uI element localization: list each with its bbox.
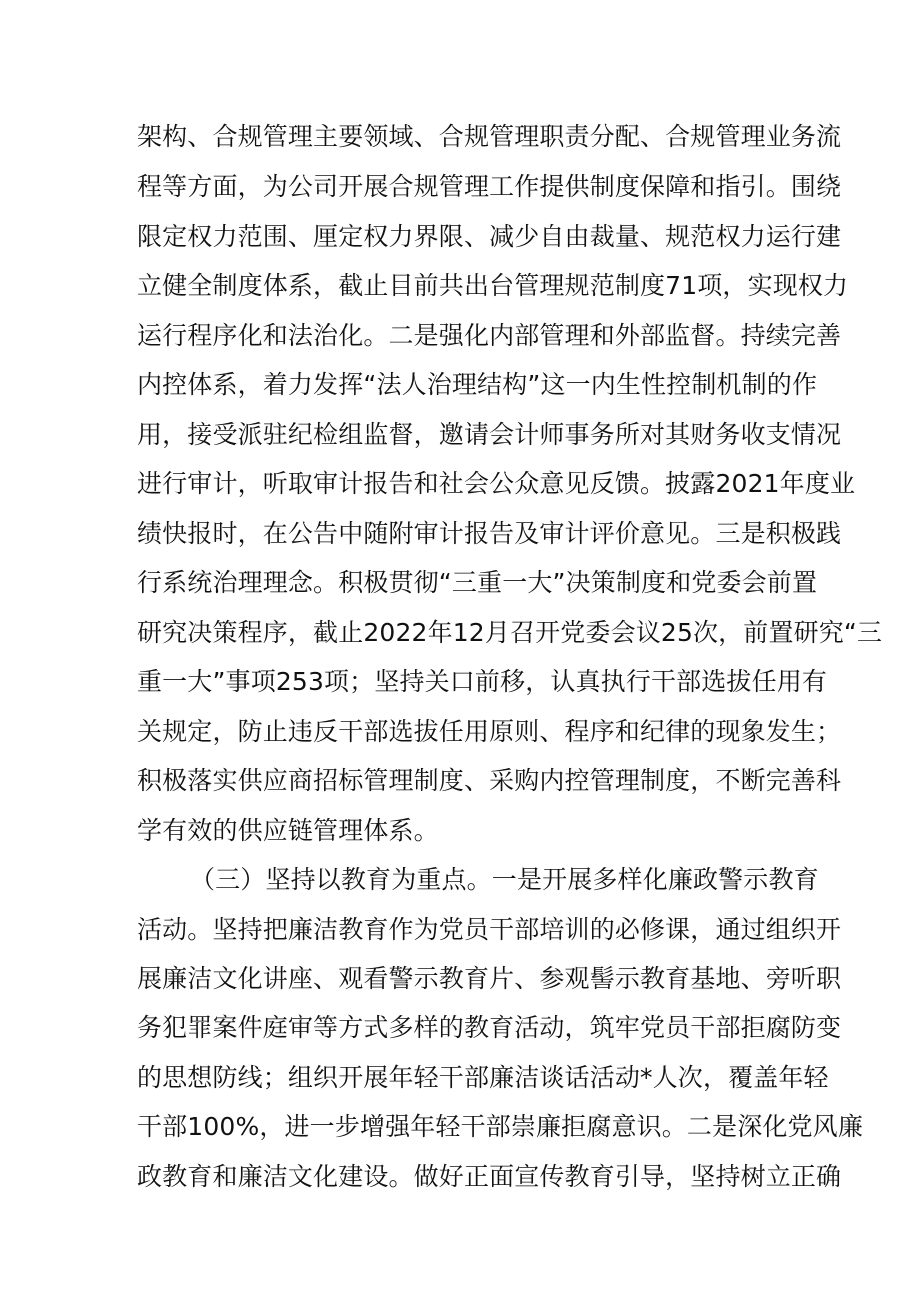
text-line: 干部100%，进一步增强年轻干部崇廉拒腐意识。二是深化党风廉 — [137, 1112, 863, 1141]
text-line: 关规定，防止违反干部选拔任用原则、程序和纪律的现象发生； — [137, 717, 842, 746]
text-line: 重一大”事项253项；坚持关口前移，认真执行干部选拔任用有 — [137, 667, 828, 696]
text-line: 架构、合规管理主要领域、合规管理职责分配、合规管理业务流 — [137, 122, 842, 151]
text-line: 积极落实供应商招标管理制度、采购内控管理制度，不断完善科 — [137, 766, 842, 795]
text-line: 政教育和廉洁文化建设。做好正面宣传教育引导，坚持树立正确 — [137, 1162, 842, 1191]
text-line: 限定权力范围、厘定权力界限、减少自由裁量、规范权力运行建 — [137, 222, 842, 251]
text-line: 进行审计，听取审计报告和社会公众意见反馈。披露2021年度业 — [137, 469, 856, 498]
text-line: 的思想防线；组织开展年轻干部廉洁谈话活动*人次，覆盖年轻 — [137, 1063, 829, 1092]
text-line: 用，接受派驻纪检组监督，邀请会计师事务所对其财务收支情况 — [137, 420, 842, 449]
text-line: 学有效的供应链管理体系。 — [137, 816, 439, 845]
section-heading-line: （三）坚持以教育为重点。一是开展多样化廉政警示教育 — [190, 865, 819, 894]
text-line: 程等方面，为公司开展合规管理工作提供制度保障和指引。围绕 — [137, 172, 842, 201]
text-line: 内控体系，着力发挥“法人治理结构”这一内生性控制机制的作 — [137, 370, 818, 399]
text-line: 活动。坚持把廉洁教育作为党员干部培训的必修课，通过组织开 — [137, 915, 842, 944]
text-line: 展廉洁文化讲座、观看警示教育片、参观髻示教育基地、旁听职 — [137, 964, 842, 993]
text-line: 运行程序化和法治化。二是强化内部管理和外部监督。持续完善 — [137, 321, 842, 350]
text-line: 务犯罪案件庭审等方式多样的教育活动，筑牢党员干部拒腐防变 — [137, 1013, 842, 1042]
text-line: 行系统治理理念。积极贯彻“三重一大”决策制度和党委会前置 — [137, 568, 818, 597]
text-line: 立健全制度体系，截止目前共出台管理规范制度71项，实现权力 — [137, 271, 849, 300]
text-line: 绩快报时，在公告中随附审计报告及审计评价意见。三是积极践 — [137, 519, 842, 548]
text-line: 研究决策程序，截止2022年12月召开党委会议25次，前置研究“三 — [137, 618, 883, 647]
